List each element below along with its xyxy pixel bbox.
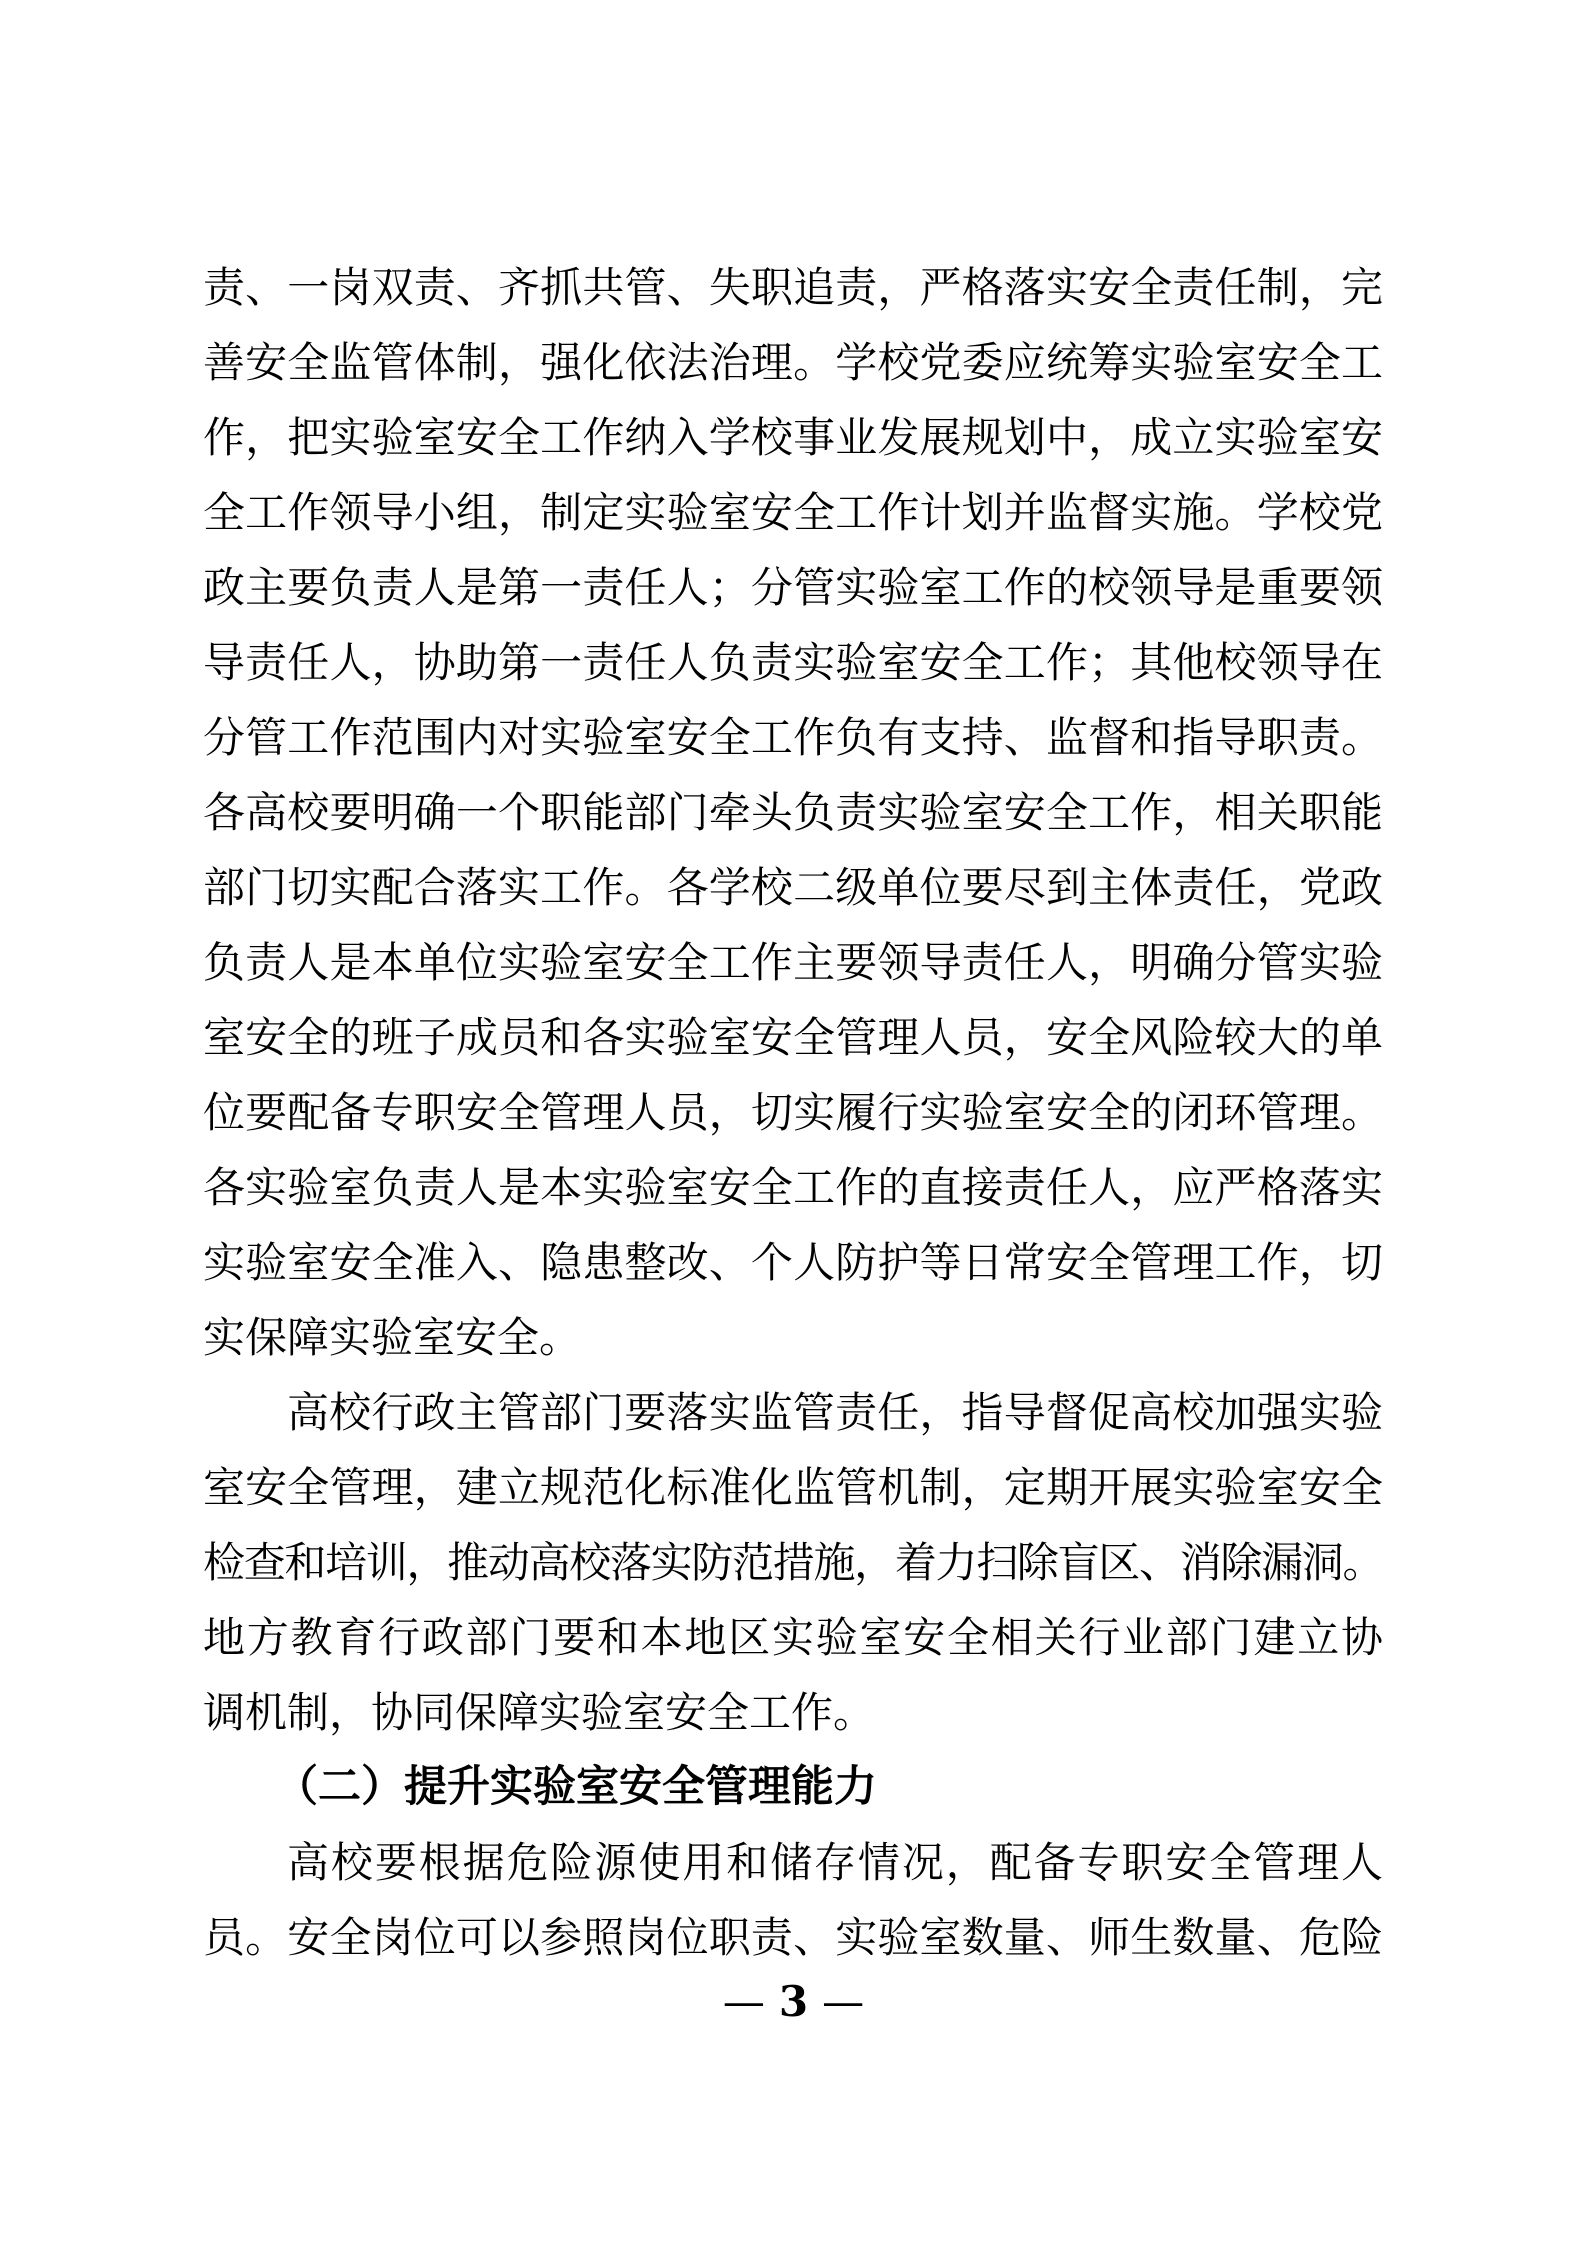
section-heading: （二）提升实验室安全管理能力 <box>275 1762 877 1812</box>
footer-right-dash: — <box>822 1977 865 2026</box>
body-line-paragraph-end: 调机制，协同保障实验室安全工作。 <box>203 1688 876 1737</box>
body-line: 员。安全岗位可以参照岗位职责、实验室数量、师生数量、危险 <box>203 1913 1383 1962</box>
body-line: 各高校要明确一个职能部门牵头负责实验室安全工作，相关职能 <box>203 788 1383 837</box>
page-footer <box>0 1972 1587 2032</box>
body-line: 责、一岗双责、齐抓共管、失职追责，严格落实安全责任制，完 <box>203 263 1383 312</box>
body-line: 全工作领导小组，制定实验室安全工作计划并监督实施。学校党 <box>203 488 1383 537</box>
body-line: 室安全管理，建立规范化标准化监管机制，定期开展实验室安全 <box>203 1463 1383 1512</box>
body-line-paragraph-start: 高校行政主管部门要落实监管责任，指导督促高校加强实验 <box>287 1388 1383 1437</box>
body-line: 室安全的班子成员和各实验室安全管理人员，安全风险较大的单 <box>203 1013 1383 1062</box>
body-line: 检查和培训，推动高校落实防范措施，着力扫除盲区、消除漏洞。 <box>203 1538 1383 1587</box>
body-line: 位要配备专职安全管理人员，切实履行实验室安全的闭环管理。 <box>203 1088 1383 1137</box>
body-line: 善安全监管体制，强化依法治理。学校党委应统筹实验室安全工 <box>203 338 1383 387</box>
body-line: 地方教育行政部门要和本地区实验室安全相关行业部门建立协 <box>203 1613 1383 1662</box>
body-line-paragraph-start: 高校要根据危险源使用和储存情况，配备专职安全管理人 <box>287 1838 1383 1887</box>
body-line: 各实验室负责人是本实验室安全工作的直接责任人，应严格落实 <box>203 1163 1383 1212</box>
body-line: 作，把实验室安全工作纳入学校事业发展规划中，成立实验室安 <box>203 413 1383 462</box>
body-line: 实验室安全准入、隐患整改、个人防护等日常安全管理工作，切 <box>203 1238 1383 1287</box>
page-number: 3 <box>778 1977 809 2026</box>
body-line-paragraph-end: 实保障实验室安全。 <box>203 1313 582 1362</box>
body-line: 部门切实配合落实工作。各学校二级单位要尽到主体责任，党政 <box>203 863 1383 912</box>
body-line: 政主要负责人是第一责任人；分管实验室工作的校领导是重要领 <box>203 563 1383 612</box>
footer-left-dash: — <box>722 1977 765 2026</box>
document-body <box>203 250 1383 1975</box>
body-line: 导责任人，协助第一责任人负责实验室安全工作；其他校领导在 <box>203 638 1383 687</box>
body-line: 分管工作范围内对实验室安全工作负有支持、监督和指导职责。 <box>203 713 1383 762</box>
body-line: 负责人是本单位实验室安全工作主要领导责任人，明确分管实验 <box>203 938 1383 987</box>
